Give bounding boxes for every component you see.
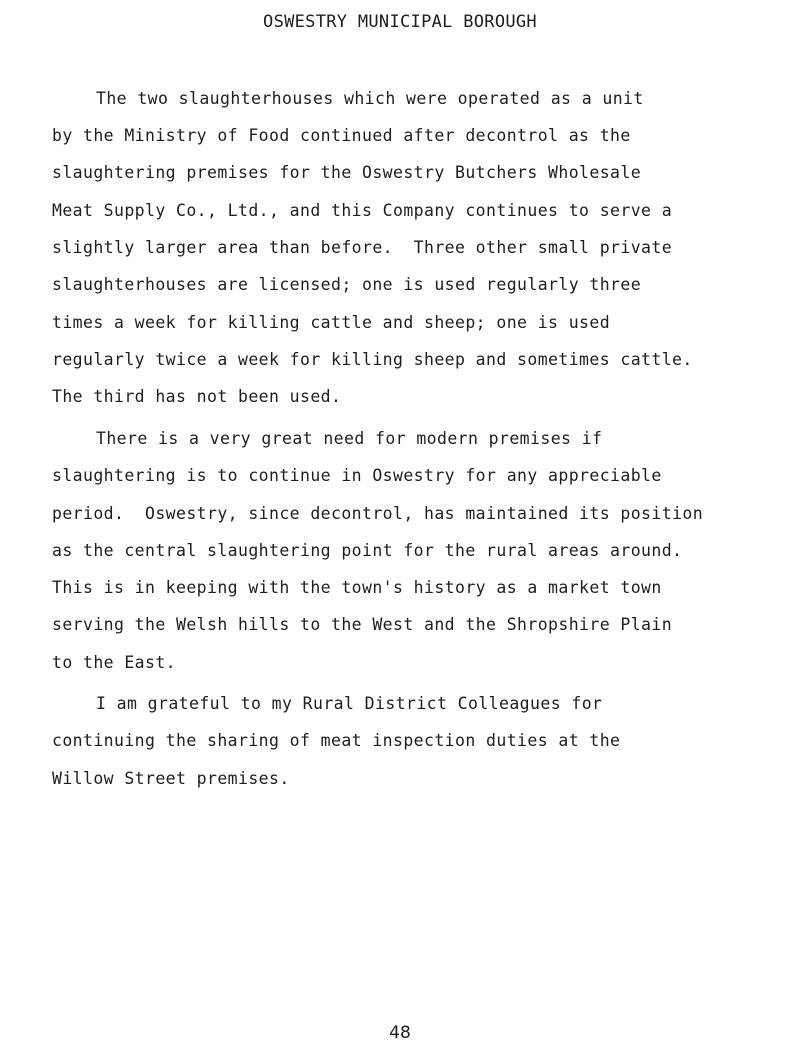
text-line: by the Ministry of Food continued after decontrol as the <box>52 126 631 145</box>
page-header: OSWESTRY MUNICIPAL BOROUGH <box>263 12 537 32</box>
text-line: slaughtering premises for the Oswestry Butchers Wholesale <box>52 163 642 182</box>
text-line: times a week for killing cattle and sheep; one is used <box>52 313 611 332</box>
text-line: There is a very great need for modern premises if <box>96 429 603 448</box>
text-line: as the central slaughtering point for the rural areas around. <box>52 541 683 560</box>
text-line: serving the Welsh hills to the West and the Shropshire Plain <box>52 615 673 634</box>
text-line: slightly larger area than before. Three other small private <box>52 238 673 257</box>
text-line: regularly twice a week for killing sheep and sometimes cattle. <box>52 350 693 369</box>
text-line: continuing the sharing of meat inspection duties at the <box>52 731 621 750</box>
text-line: The third has not been used. <box>52 387 342 406</box>
text-line: slaughtering is to continue in Oswestry for any appreciable <box>52 466 662 485</box>
text-line: to the East. <box>52 653 177 672</box>
text-line: period. Oswestry, since decontrol, has maintained its position <box>52 504 704 523</box>
page-number: 48 <box>389 1023 411 1043</box>
text-line: I am grateful to my Rural District Colleagues for <box>96 694 603 713</box>
text-line: Meat Supply Co., Ltd., and this Company continues to serve a <box>52 201 673 220</box>
text-line: slaughterhouses are licensed; one is used regularly three <box>52 275 642 294</box>
text-line: Willow Street premises. <box>52 769 290 788</box>
text-line: This is in keeping with the town's history as a market town <box>52 578 662 597</box>
text-line: The two slaughterhouses which were operated as a unit <box>96 89 644 108</box>
